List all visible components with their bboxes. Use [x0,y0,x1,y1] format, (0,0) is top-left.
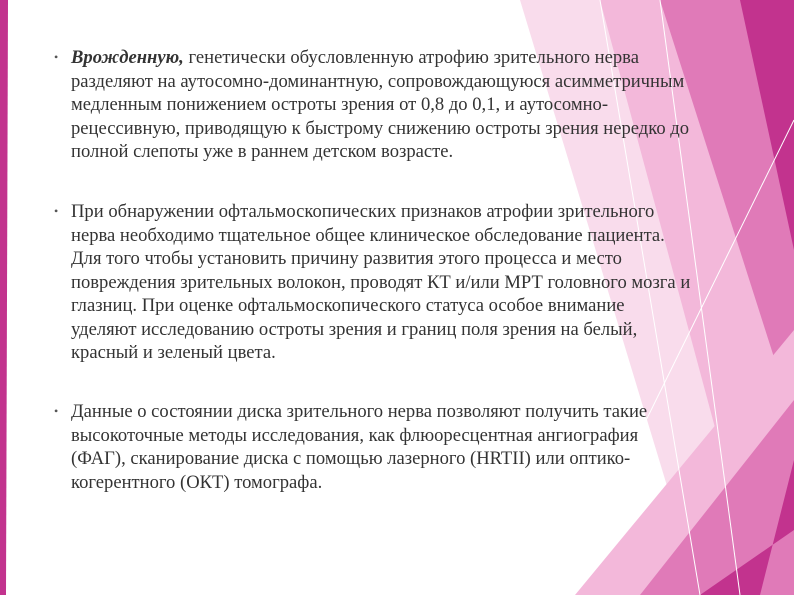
bullet-dot-icon: • [54,50,59,64]
bullet-dot-icon: • [54,404,59,418]
bullet-item-1 [54,46,694,164]
bullet-dot-icon: • [54,204,59,218]
bullet-item-2 [54,200,694,365]
bullet-body-1: генетически обусловленную атрофию зрительного нерва разделяют на аутосомно-доминантную, сопровождающуюся асимметричным медленным понижением остроты зрения от 0,8 до 0,1, и аутосомно-рецессивную, приводящую к быстрому снижению остроты зрения нередко до полной слепоты уже в раннем детском возрасте. [71,47,690,162]
bullet-body-3: Данные о состоянии диска зрительного нерва позволяют получить такие высокоточные методы исследования, как флюоресцентная ангиография (ФАГ), сканирование диска с помощью лазерного (HRTII) или оптико-когерентного (ОКТ) томографа. [71,401,648,493]
bullet-item-3 [54,400,694,494]
bullet-text-1 [71,46,694,164]
bullet-emphasis: Врожденную, [71,47,184,68]
bullet-body-2: При обнаружении офтальмоскопических признаков атрофии зрительного нерва необходимо тщательное общее клиническое обследование пациента. Для того чтобы установить причину развития этого процесса и место повреждения зрительных волокон, проводят КТ и/или МРТ головного мозга и глазниц. При оценке офтальмоскопического статуса особое внимание уделяют исследованию остроты зрения и границ поля зрения на белый, красный и зеленый цвета. [71,201,691,363]
